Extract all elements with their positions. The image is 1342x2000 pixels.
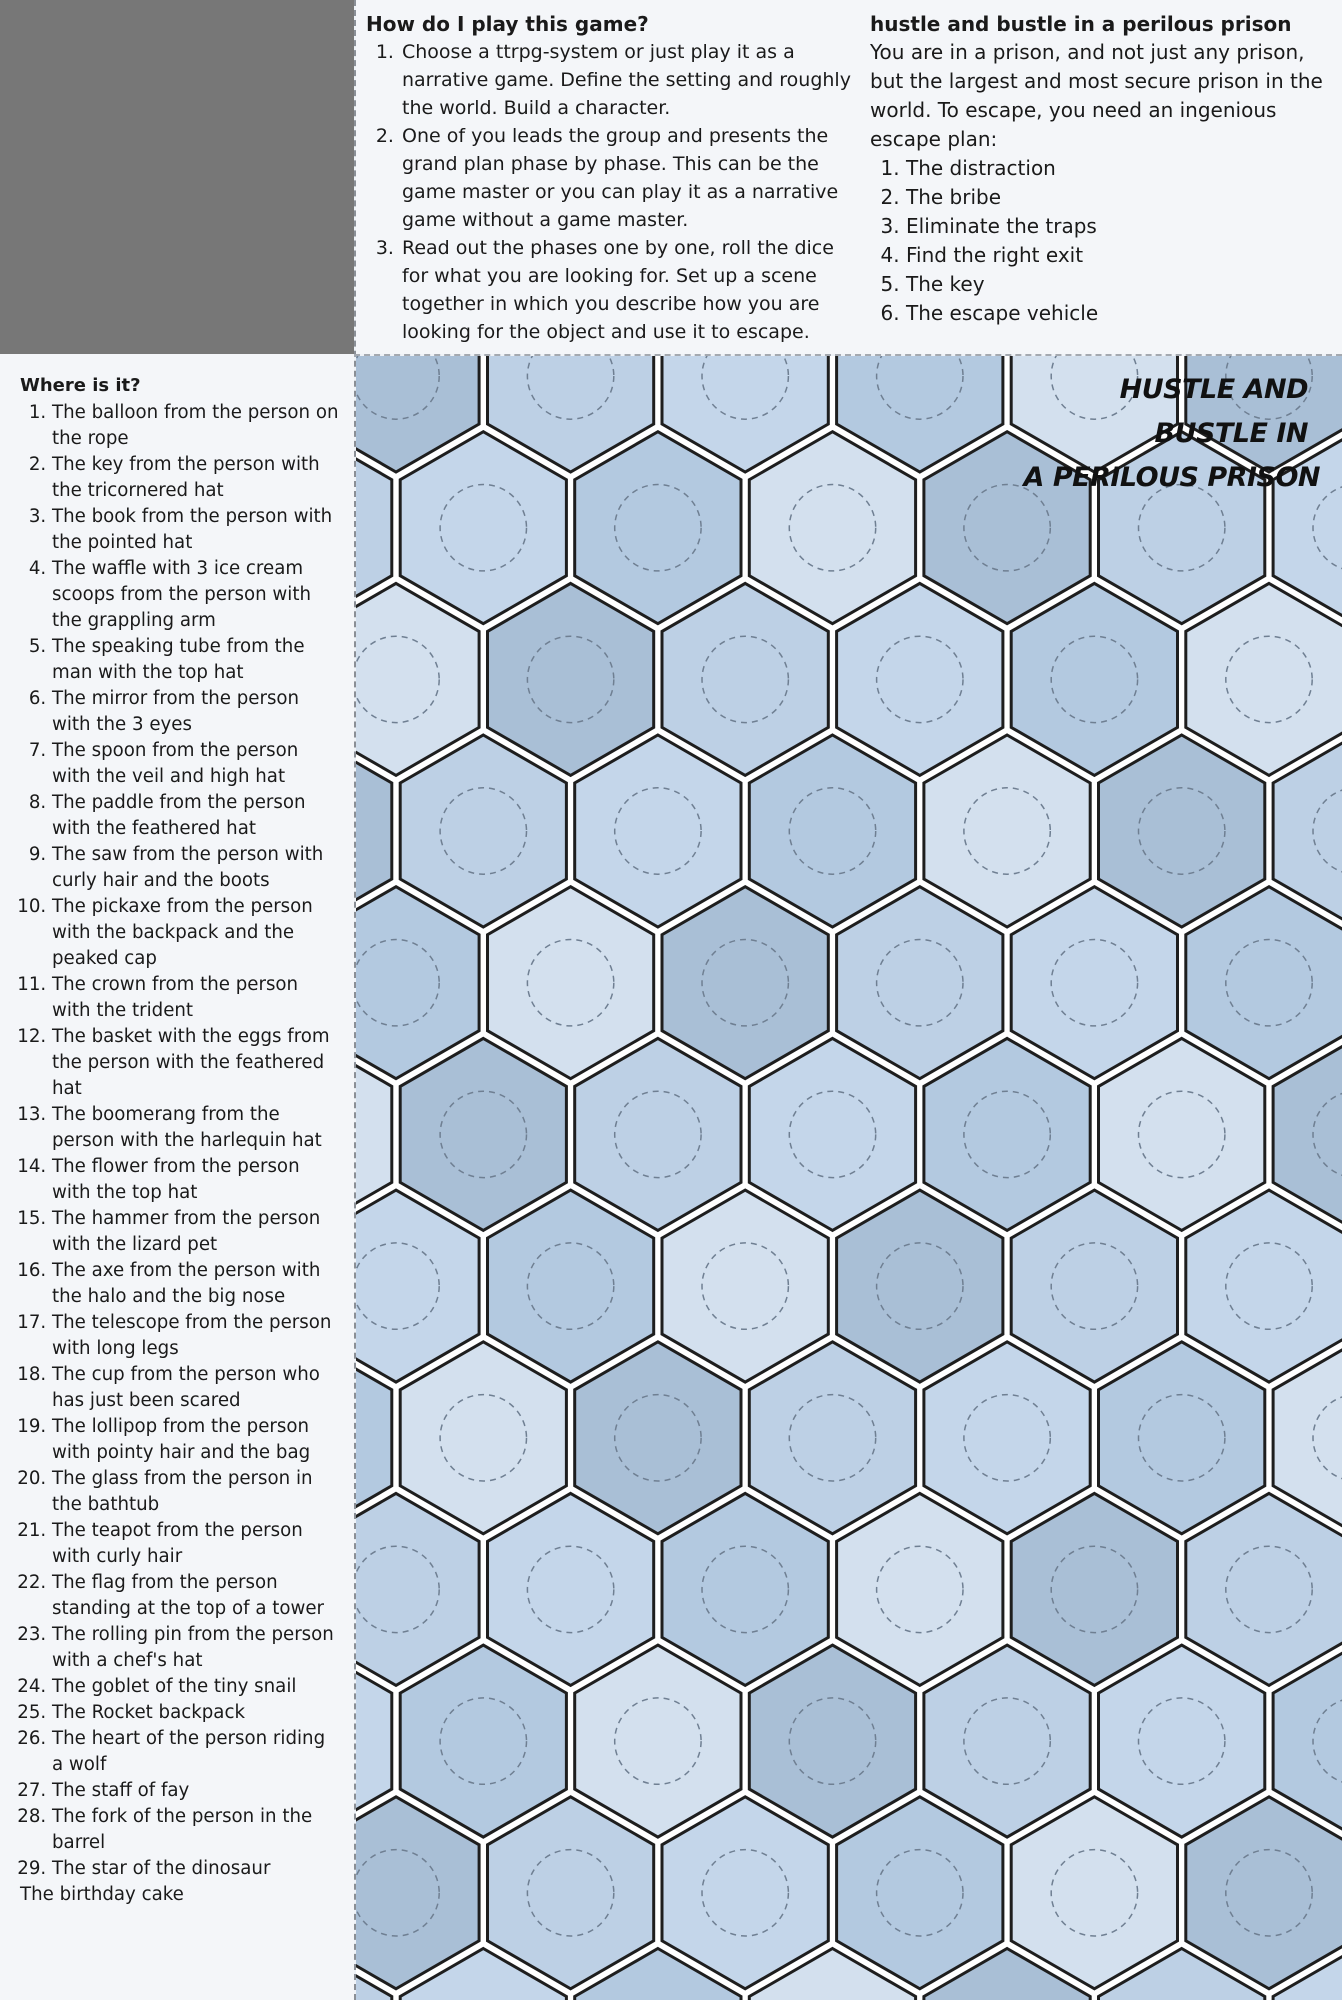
poster-title-line-2: A PERILOUS PRISON: [1023, 462, 1320, 493]
list-item: 12. The basket with the eggs from the person with the feathered hat: [52, 1024, 340, 1102]
list-item: 15. The hammer from the person with the lizard pet: [52, 1206, 340, 1258]
escape-plan-intro: You are in a prison, and not just any prison, but the largest and most secure prison in the world. To escape, you need an ingenious escape plan:: [870, 40, 1323, 151]
list-item: 14. The flower from the person with the top hat: [52, 1154, 340, 1206]
list-item: 26. The heart of the person riding a wolf: [52, 1726, 340, 1778]
list-item: 8. The paddle from the person with the feathered hat: [52, 790, 340, 842]
escape-plan-phase: 6. The escape vehicle: [906, 299, 1336, 328]
list-item: 28. The fork of the person in the barrel: [52, 1804, 340, 1856]
how-to-play-step: 3. Read out the phases one by one, roll the dice for what you are looking for. Set up a scene together in which you describe how you are looking for the object and use it to escape.: [400, 234, 856, 346]
list-item: 19. The lollipop from the person with pointy hair and the bag: [52, 1414, 340, 1466]
escape-plan-section: [870, 10, 1336, 328]
list-item: 21. The teapot from the person with curly hair: [52, 1518, 340, 1570]
escape-plan-phase: 3. Eliminate the traps: [906, 212, 1336, 241]
list-item: 25. The Rocket backpack: [52, 1700, 340, 1726]
list-item: 6. The mirror from the person with the 3 eyes: [52, 686, 340, 738]
list-item: 18. The cup from the person who has just been scared: [52, 1362, 340, 1414]
bonus-item: The birthday cake: [20, 1884, 184, 1905]
list-item: 5. The speaking tube from the man with the top hat: [52, 634, 340, 686]
how-to-play-step: 1. Choose a ttrpg-system or just play it as a narrative game. Define the setting and roughly the world. Build a character.: [400, 38, 856, 122]
list-item: 16. The axe from the person with the halo and the big nose: [52, 1258, 340, 1310]
escape-plan-phase: 4. Find the right exit: [906, 241, 1336, 270]
list-item: 4. The waffle with 3 ice cream scoops from the person with the grappling arm: [52, 556, 340, 634]
list-item: 13. The boomerang from the person with the harlequin hat: [52, 1102, 340, 1154]
list-item: 9. The saw from the person with curly hair and the boots: [52, 842, 340, 894]
how-to-play-section: [366, 10, 856, 346]
list-item: 23. The rolling pin from the person with a chef's hat: [52, 1622, 340, 1674]
escape-plan-title: hustle and bustle in a perilous prison: [870, 12, 1292, 36]
hex-game-board: [356, 356, 1342, 2000]
list-item: 2. The key from the person with the tricornered hat: [52, 452, 340, 504]
blank-gray-block: [0, 0, 354, 354]
list-item: 24. The goblet of the tiny snail: [52, 1674, 340, 1700]
where-is-it-section: [20, 372, 340, 1908]
how-to-play-step: 2. One of you leads the group and presents the grand plan phase by phase. This can be the game master or you can play it as a narrative game without a game master.: [400, 122, 856, 234]
list-item: 27. The staff of fay: [52, 1778, 340, 1804]
escape-plan-phases: [870, 154, 1336, 328]
list-item: 11. The crown from the person with the trident: [52, 972, 340, 1024]
poster-title: [1020, 368, 1320, 500]
poster-title-line-1: HUSTLE AND BUSTLE IN: [1119, 374, 1308, 449]
where-is-it-title: Where is it?: [20, 375, 141, 396]
escape-plan-phase: 1. The distraction: [906, 154, 1336, 183]
horizontal-cut-line: [354, 354, 1342, 356]
list-item: 3. The book from the person with the pointed hat: [52, 504, 340, 556]
list-item: 22. The flag from the person standing at the top of a tower: [52, 1570, 340, 1622]
list-item: 17. The telescope from the person with long legs: [52, 1310, 340, 1362]
escape-plan-phase: 5. The key: [906, 270, 1336, 299]
list-item: 20. The glass from the person in the bathtub: [52, 1466, 340, 1518]
escape-plan-phase: 2. The bribe: [906, 183, 1336, 212]
list-item: 10. The pickaxe from the person with the backpack and the peaked cap: [52, 894, 340, 972]
list-item: 29. The star of the dinosaur: [52, 1856, 340, 1882]
where-is-it-list: [20, 400, 340, 1882]
vertical-cut-line: [354, 0, 356, 2000]
list-item: 7. The spoon from the person with the veil and high hat: [52, 738, 340, 790]
how-to-play-steps: [366, 38, 856, 346]
list-item: 1. The balloon from the person on the rope: [52, 400, 340, 452]
how-to-play-title: How do I play this game?: [366, 12, 649, 36]
